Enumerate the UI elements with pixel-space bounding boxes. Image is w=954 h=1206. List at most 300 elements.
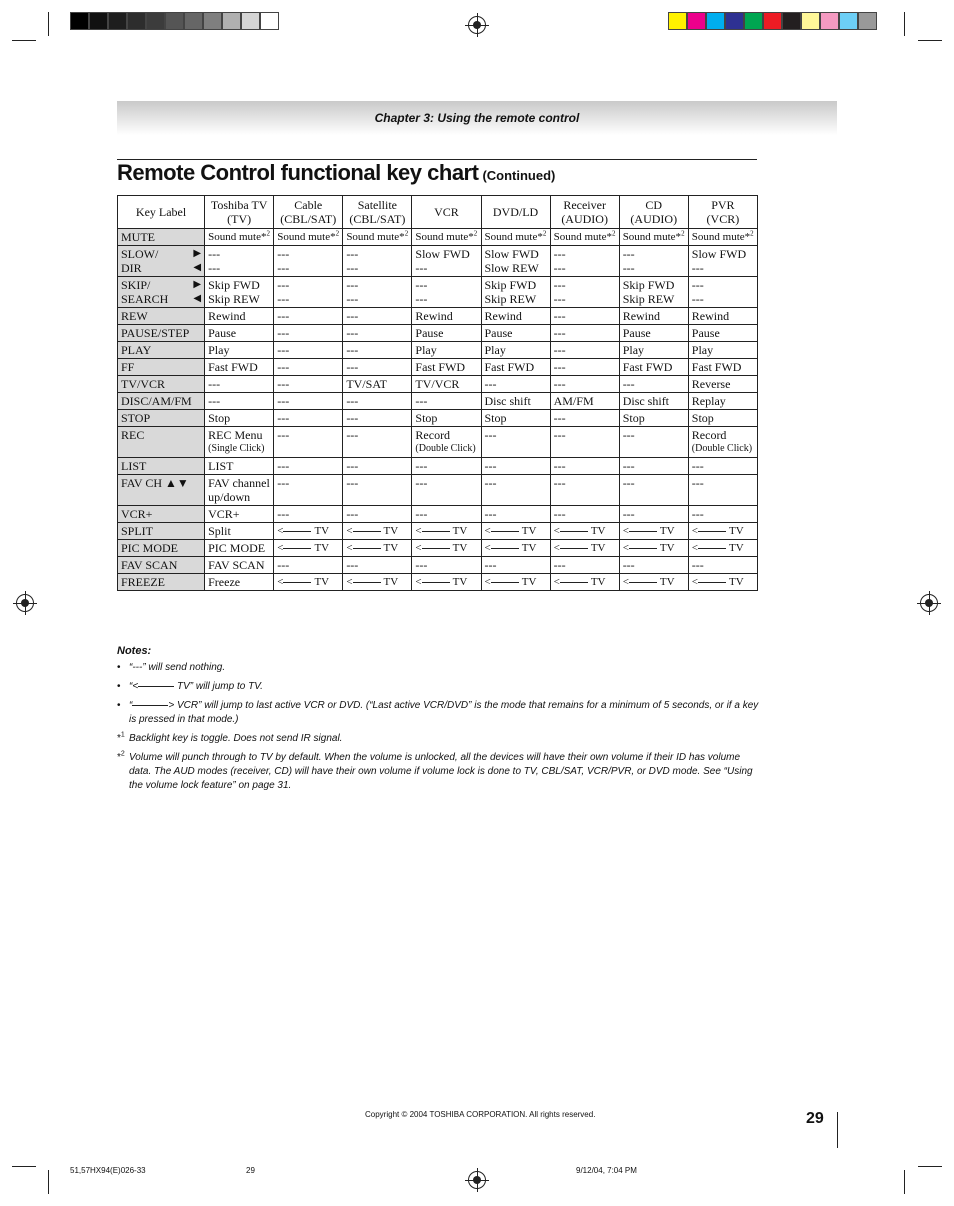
cell-main: Sound mute* bbox=[208, 231, 267, 243]
arrow-left-icon: < bbox=[277, 525, 284, 537]
function-cell bbox=[205, 427, 274, 458]
key-label: STOP bbox=[121, 411, 151, 425]
cell-text: (Double Click) bbox=[691, 443, 753, 454]
key-label-cell bbox=[118, 557, 205, 574]
function-cell bbox=[343, 427, 412, 458]
function-cell bbox=[412, 458, 481, 475]
column-header bbox=[481, 196, 550, 229]
key-label-cell bbox=[118, 376, 205, 393]
cell-text: --- bbox=[277, 507, 290, 521]
function-cell bbox=[412, 277, 481, 308]
cell-text bbox=[485, 575, 547, 589]
registration-mark-icon bbox=[468, 1171, 486, 1189]
key-label-cell bbox=[118, 229, 205, 246]
function-cell bbox=[688, 325, 757, 342]
triangle-left-icon: ◀ bbox=[193, 293, 202, 304]
key-label: LIST bbox=[121, 459, 147, 473]
cell-text bbox=[692, 575, 754, 589]
cell-text: --- bbox=[622, 507, 635, 521]
function-cell bbox=[550, 506, 619, 523]
key-label-cell bbox=[118, 523, 205, 540]
cell-text: --- bbox=[208, 247, 221, 261]
arrow-line bbox=[138, 686, 174, 687]
triangle-right-icon: ▶ bbox=[193, 279, 202, 290]
arrow-line bbox=[629, 582, 657, 583]
column-header-line: PVR bbox=[711, 198, 735, 212]
function-cell bbox=[619, 277, 688, 308]
note-text: Volume will punch through to TV by default. When the volume is unlocked, all the devices will have their own volume if their ID has volume data. The AUD modes (receiver, CD) will have their own volume if volume lock is done to TV, CBL/SAT, VCR/PVR, or DVD mode. See “Using the volume lock feature” on page 31. bbox=[129, 752, 753, 791]
cell-text: TV/SAT bbox=[346, 377, 387, 391]
function-cell bbox=[619, 427, 688, 458]
function-cell bbox=[343, 325, 412, 342]
function-cell bbox=[688, 574, 757, 591]
copyright-text: Copyright © 2004 TOSHIBA CORPORATION. All rights reserved. bbox=[365, 1110, 596, 1119]
arrow-target: TV bbox=[729, 576, 744, 588]
chapter-title: Chapter 3: Using the remote control bbox=[374, 111, 580, 125]
arrow-right-icon: > bbox=[168, 700, 175, 711]
function-cell bbox=[550, 325, 619, 342]
function-cell bbox=[481, 540, 550, 557]
function-cell bbox=[619, 393, 688, 410]
arrow-target: TV bbox=[590, 525, 606, 537]
table-row bbox=[118, 325, 758, 342]
crop-mark bbox=[48, 1170, 49, 1194]
cell-text: Slow FWD bbox=[484, 247, 539, 261]
function-cell bbox=[481, 277, 550, 308]
function-cell bbox=[343, 475, 412, 506]
column-header bbox=[274, 196, 343, 229]
crop-mark bbox=[12, 40, 36, 41]
function-cell bbox=[619, 574, 688, 591]
column-header-line: (AUDIO) bbox=[561, 212, 608, 226]
column-header bbox=[343, 196, 412, 229]
column-header-line: CD bbox=[645, 198, 663, 212]
function-cell bbox=[619, 376, 688, 393]
table-row bbox=[118, 308, 758, 325]
cell-text: Reverse bbox=[691, 377, 731, 391]
color-swatch bbox=[260, 12, 279, 30]
function-cell bbox=[688, 342, 757, 359]
cell-text: Fast FWD bbox=[208, 360, 258, 374]
arrow-left-icon: < bbox=[415, 525, 422, 537]
function-cell bbox=[481, 427, 550, 458]
note-marker: • bbox=[117, 681, 121, 692]
arrow-left-icon: < bbox=[346, 525, 353, 537]
arrow-left-icon: < bbox=[484, 576, 491, 588]
column-header-line: Cable bbox=[294, 198, 323, 212]
cell-text: --- bbox=[415, 476, 428, 490]
function-cell bbox=[688, 277, 757, 308]
color-swatch bbox=[725, 12, 744, 30]
function-cell bbox=[550, 574, 619, 591]
function-cell bbox=[550, 342, 619, 359]
cell-main: Sound mute* bbox=[553, 231, 612, 243]
key-label: DISC/AM/FM bbox=[121, 394, 192, 408]
key-label-cell bbox=[118, 574, 205, 591]
cell-text: Rewind bbox=[208, 309, 246, 323]
cell-text: Rewind bbox=[691, 309, 730, 323]
key-label: REW bbox=[121, 309, 148, 323]
cell-text: --- bbox=[346, 507, 359, 521]
cell-text: --- bbox=[277, 343, 290, 357]
arrow-line bbox=[283, 582, 311, 583]
column-header-line: Key Label bbox=[135, 205, 187, 219]
function-cell bbox=[481, 342, 550, 359]
crop-mark bbox=[48, 12, 49, 36]
column-header-line: Receiver bbox=[563, 198, 606, 212]
function-cell bbox=[550, 458, 619, 475]
cell-text: --- bbox=[622, 261, 635, 275]
function-cell bbox=[481, 506, 550, 523]
cell-text bbox=[277, 541, 339, 555]
function-cell bbox=[205, 342, 274, 359]
key-label-text: SLOW/ bbox=[121, 247, 159, 261]
function-cell bbox=[274, 475, 343, 506]
table-header-row bbox=[118, 196, 758, 229]
key-label bbox=[121, 292, 201, 306]
cell-text: --- bbox=[553, 278, 566, 292]
footnote-ref: 2 bbox=[681, 229, 685, 238]
registration-mark-icon bbox=[16, 594, 34, 612]
function-cell bbox=[412, 393, 481, 410]
function-cell bbox=[619, 359, 688, 376]
cell-text: Rewind bbox=[622, 309, 661, 323]
note-item bbox=[117, 732, 762, 746]
cell-text: Skip FWD bbox=[484, 278, 537, 292]
function-cell bbox=[688, 246, 757, 277]
cell-text: --- bbox=[346, 292, 359, 306]
notes-section bbox=[117, 644, 762, 798]
cell-text: --- bbox=[622, 558, 635, 572]
column-header-line: (CBL/SAT) bbox=[280, 212, 337, 226]
cell-text: --- bbox=[415, 261, 428, 275]
arrow-line bbox=[560, 531, 588, 532]
table-row bbox=[118, 229, 758, 246]
table-row bbox=[118, 393, 758, 410]
cell-text: --- bbox=[553, 459, 566, 473]
column-header bbox=[118, 196, 205, 229]
cell-text: Pause bbox=[415, 326, 444, 340]
function-cell bbox=[274, 574, 343, 591]
color-calibration-bar bbox=[668, 12, 877, 30]
function-cell bbox=[550, 540, 619, 557]
key-label bbox=[121, 278, 201, 292]
cell-text bbox=[415, 541, 477, 555]
color-swatch bbox=[706, 12, 725, 30]
column-header-line: Toshiba TV bbox=[210, 198, 268, 212]
cell-text: Slow REW bbox=[484, 261, 539, 275]
arrow-line bbox=[283, 548, 311, 549]
cell-text: --- bbox=[553, 292, 566, 306]
key-label bbox=[121, 261, 201, 275]
function-cell bbox=[274, 376, 343, 393]
cell-text: Rewind bbox=[415, 309, 453, 323]
cell-text: --- bbox=[415, 394, 428, 408]
cell-text: LIST bbox=[208, 459, 234, 473]
table-row bbox=[118, 410, 758, 427]
arrow-left-icon: < bbox=[415, 576, 422, 588]
page-title-main: Remote Control functional key chart bbox=[117, 160, 479, 185]
cell-text: --- bbox=[277, 278, 290, 292]
cell-text: Fast FWD bbox=[691, 360, 742, 374]
key-label: TV/VCR bbox=[121, 377, 166, 391]
cell-text: --- bbox=[277, 428, 290, 442]
function-cell bbox=[343, 308, 412, 325]
cell-text: --- bbox=[277, 558, 290, 572]
file-page: 29 bbox=[246, 1166, 255, 1175]
function-cell bbox=[688, 359, 757, 376]
function-cell bbox=[274, 410, 343, 427]
arrow-target: TV bbox=[659, 576, 675, 588]
function-cell bbox=[205, 277, 274, 308]
cell-text bbox=[415, 524, 477, 538]
color-swatch bbox=[782, 12, 801, 30]
cell-text: Skip FWD bbox=[622, 278, 675, 292]
function-cell bbox=[412, 574, 481, 591]
cell-text: --- bbox=[208, 261, 221, 275]
column-header bbox=[412, 196, 481, 229]
cell-text: --- bbox=[553, 309, 566, 323]
function-cell bbox=[619, 246, 688, 277]
function-cell bbox=[412, 308, 481, 325]
function-cell bbox=[619, 410, 688, 427]
cell-text: --- bbox=[346, 247, 359, 261]
function-cell bbox=[412, 342, 481, 359]
key-label: REC bbox=[121, 428, 145, 442]
cell-text: --- bbox=[484, 459, 497, 473]
cell-text: --- bbox=[622, 476, 635, 490]
arrow-left-icon: < bbox=[346, 542, 353, 554]
cell-text: Disc shift bbox=[484, 394, 531, 408]
cell-text bbox=[623, 230, 685, 244]
color-swatch bbox=[165, 12, 184, 30]
note-text: “---” will send nothing. bbox=[129, 662, 226, 673]
note-text: “ > VCR” will jump to last active VCR or DVD. (“Last active VCR/DVD” is the mode that remains for a minimum of 5 seconds, or if a key is pressed in that mode.) bbox=[129, 700, 759, 725]
cell-text: REC Menu bbox=[208, 428, 263, 442]
cell-text: Freeze bbox=[208, 575, 241, 589]
cell-text: --- bbox=[346, 428, 359, 442]
color-swatch bbox=[241, 12, 260, 30]
cell-text: Fast FWD bbox=[415, 360, 466, 374]
key-label-cell bbox=[118, 359, 205, 376]
function-cell bbox=[274, 427, 343, 458]
cell-text: --- bbox=[415, 558, 428, 572]
function-cell bbox=[619, 523, 688, 540]
function-cell bbox=[412, 410, 481, 427]
column-header-line: VCR bbox=[434, 205, 459, 219]
key-label-cell bbox=[118, 427, 205, 458]
cell-text: --- bbox=[691, 476, 704, 490]
key-label-cell bbox=[118, 410, 205, 427]
cell-text: Pause bbox=[691, 326, 720, 340]
cell-text bbox=[277, 230, 339, 244]
arrow-target: TV bbox=[659, 525, 675, 537]
page-title-continued: (Continued) bbox=[482, 168, 556, 183]
cell-text: Pause bbox=[208, 326, 237, 340]
column-header-line: (VCR) bbox=[706, 212, 740, 226]
page-number-rule bbox=[837, 1112, 838, 1148]
cell-text: Replay bbox=[691, 394, 726, 408]
cell-text: --- bbox=[553, 261, 566, 275]
arrow-line bbox=[629, 548, 657, 549]
arrow-target: TV bbox=[452, 542, 468, 554]
function-cell bbox=[481, 523, 550, 540]
color-swatch bbox=[108, 12, 127, 30]
cell-text: --- bbox=[415, 459, 428, 473]
cell-text bbox=[277, 575, 339, 589]
arrow-line bbox=[560, 548, 588, 549]
cell-text: --- bbox=[622, 428, 635, 442]
arrow-left-icon: < bbox=[277, 576, 284, 588]
page-title bbox=[117, 160, 555, 186]
function-cell bbox=[205, 458, 274, 475]
function-cell bbox=[688, 393, 757, 410]
cell-text: Play bbox=[484, 343, 506, 357]
chapter-header-band bbox=[117, 101, 837, 135]
function-cell bbox=[550, 308, 619, 325]
function-cell bbox=[205, 229, 274, 246]
cell-text: --- bbox=[346, 394, 359, 408]
cell-text: FAV SCAN bbox=[208, 558, 265, 572]
function-cell bbox=[550, 246, 619, 277]
cell-text: Skip REW bbox=[208, 292, 260, 306]
function-cell bbox=[688, 410, 757, 427]
function-cell bbox=[274, 308, 343, 325]
function-cell bbox=[343, 229, 412, 246]
table-row bbox=[118, 277, 758, 308]
cell-text: (Single Click) bbox=[208, 443, 265, 454]
arrow-target: TV bbox=[314, 576, 330, 588]
cell-main: Sound mute* bbox=[415, 231, 474, 243]
note-marker: *$^1$ bbox=[117, 731, 125, 744]
arrow-left-icon: < bbox=[553, 576, 560, 588]
arrow-left-icon: < bbox=[277, 542, 284, 554]
cell-text: --- bbox=[553, 411, 566, 425]
crop-mark bbox=[904, 12, 905, 36]
table-row bbox=[118, 342, 758, 359]
cell-text: --- bbox=[553, 558, 566, 572]
cell-text bbox=[623, 524, 685, 538]
footnote-ref: 2 bbox=[542, 229, 547, 238]
function-cell bbox=[619, 540, 688, 557]
key-label-cell bbox=[118, 540, 205, 557]
cell-text bbox=[554, 541, 616, 555]
function-cell bbox=[688, 376, 757, 393]
function-cell bbox=[688, 308, 757, 325]
function-cell bbox=[619, 557, 688, 574]
cell-text: Skip REW bbox=[622, 292, 675, 306]
cell-text: Stop bbox=[484, 411, 507, 425]
arrow-line bbox=[132, 705, 168, 706]
crop-mark bbox=[904, 1170, 905, 1194]
cell-text: --- bbox=[484, 377, 497, 391]
arrow-line bbox=[698, 548, 726, 549]
cell-text: --- bbox=[277, 459, 290, 473]
function-cell bbox=[688, 506, 757, 523]
function-cell bbox=[205, 523, 274, 540]
function-cell bbox=[274, 506, 343, 523]
cell-text: --- bbox=[553, 377, 566, 391]
function-cell bbox=[481, 410, 550, 427]
color-swatch bbox=[203, 12, 222, 30]
function-cell bbox=[550, 427, 619, 458]
function-cell bbox=[412, 540, 481, 557]
footnote-ref: 2 bbox=[750, 229, 754, 238]
cell-text: Slow FWD bbox=[415, 247, 470, 261]
key-label: PAUSE/STEP bbox=[121, 326, 190, 340]
function-cell bbox=[619, 475, 688, 506]
arrow-line bbox=[353, 582, 381, 583]
function-cell bbox=[481, 325, 550, 342]
cell-text bbox=[346, 230, 408, 244]
cell-text: Play bbox=[691, 343, 714, 357]
function-cell bbox=[205, 540, 274, 557]
registration-mark-icon bbox=[920, 594, 938, 612]
color-swatch bbox=[763, 12, 782, 30]
cell-main: Sound mute* bbox=[484, 231, 543, 243]
function-cell bbox=[688, 427, 757, 458]
function-cell bbox=[412, 246, 481, 277]
function-cell bbox=[481, 557, 550, 574]
arrow-target: TV bbox=[452, 576, 468, 588]
key-label-cell bbox=[118, 325, 205, 342]
cell-text: Split bbox=[208, 524, 231, 538]
key-label-text: SEARCH bbox=[121, 292, 169, 306]
color-swatch bbox=[858, 12, 877, 30]
cell-text bbox=[415, 575, 477, 589]
arrow-line bbox=[283, 531, 311, 532]
function-cell bbox=[481, 359, 550, 376]
arrow-target: TV bbox=[383, 576, 399, 588]
note-marker: • bbox=[117, 700, 121, 711]
timestamp: 9/12/04, 7:04 PM bbox=[576, 1166, 637, 1175]
cell-text: --- bbox=[553, 326, 566, 340]
cell-main: Sound mute* bbox=[277, 231, 336, 243]
cell-main: Sound mute* bbox=[622, 231, 682, 243]
note-item bbox=[117, 661, 762, 675]
arrow-left-icon: < bbox=[691, 525, 698, 537]
function-cell bbox=[550, 410, 619, 427]
cell-text bbox=[485, 230, 547, 244]
key-label bbox=[121, 247, 201, 261]
cell-text: Stop bbox=[415, 411, 438, 425]
page-number: 29 bbox=[806, 1110, 824, 1127]
function-cell bbox=[550, 359, 619, 376]
cell-text: Skip REW bbox=[484, 292, 537, 306]
cell-text: --- bbox=[346, 360, 359, 374]
color-swatch bbox=[146, 12, 165, 30]
function-cell bbox=[343, 277, 412, 308]
color-swatch bbox=[127, 12, 146, 30]
gray-calibration-bar bbox=[70, 12, 279, 30]
function-cell bbox=[205, 308, 274, 325]
function-cell bbox=[205, 506, 274, 523]
footnote-ref: 2 bbox=[120, 750, 125, 758]
key-label-cell bbox=[118, 458, 205, 475]
color-swatch bbox=[184, 12, 203, 30]
key-label-text: SKIP/ bbox=[121, 278, 151, 292]
arrow-left-icon: < bbox=[415, 542, 422, 554]
footnote-ref: 2 bbox=[611, 229, 616, 238]
function-cell bbox=[481, 229, 550, 246]
column-header-line: (CBL/SAT) bbox=[349, 212, 406, 226]
cell-text bbox=[692, 230, 754, 244]
cell-text: --- bbox=[553, 247, 566, 261]
function-cell bbox=[274, 246, 343, 277]
function-cell bbox=[481, 475, 550, 506]
function-cell bbox=[688, 229, 757, 246]
cell-text bbox=[346, 524, 408, 538]
